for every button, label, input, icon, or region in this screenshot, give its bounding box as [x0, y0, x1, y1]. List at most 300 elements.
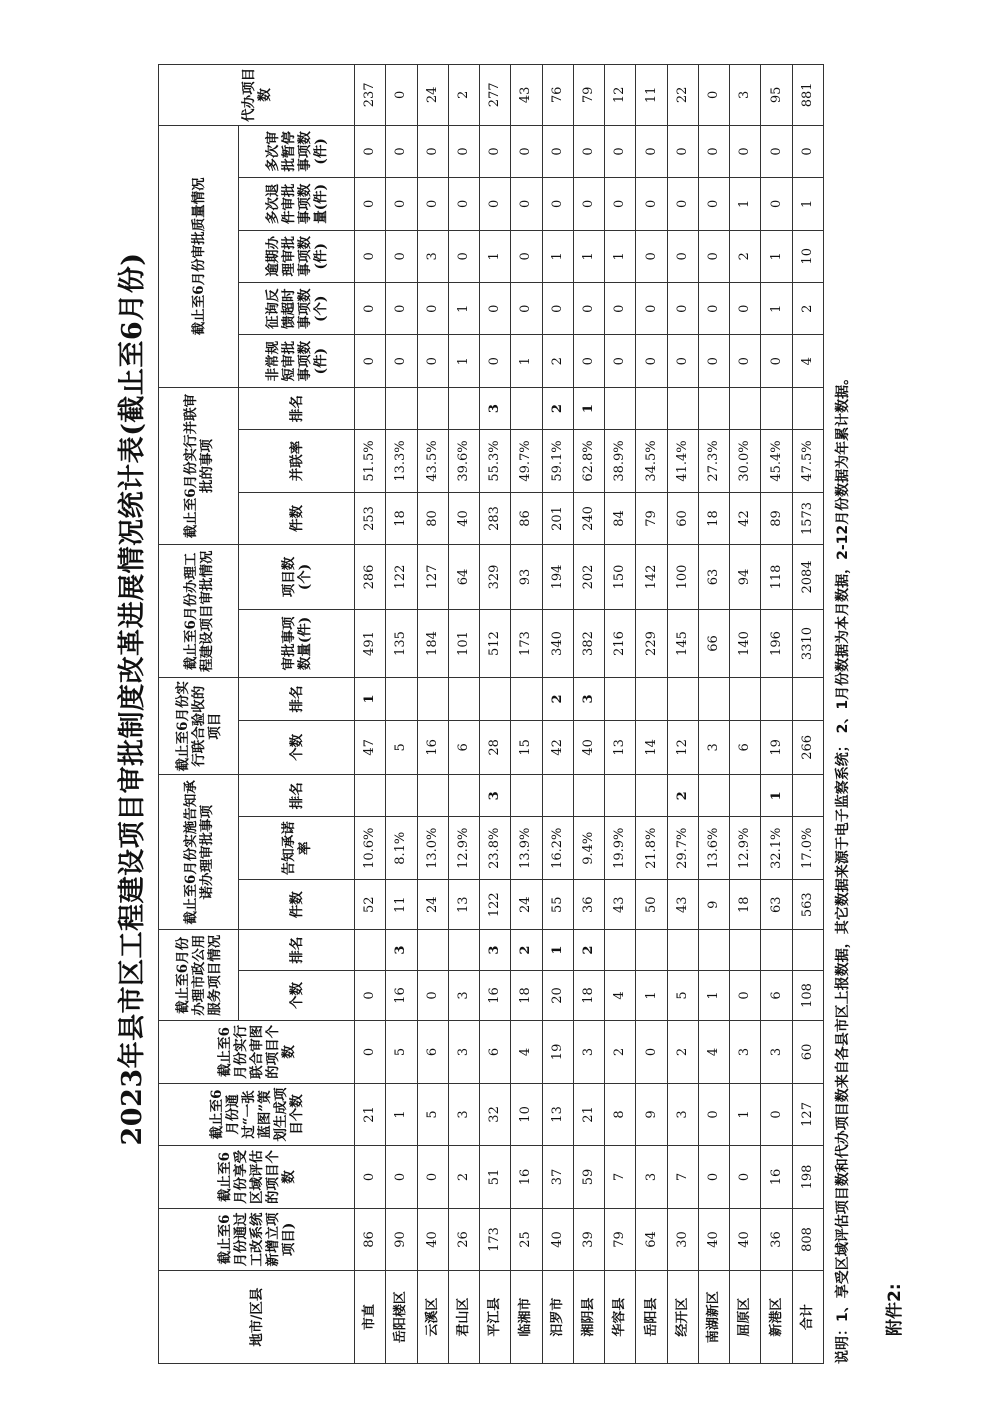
cell-approval-projects: 94 — [730, 545, 761, 610]
cell-promise-rank: 1 — [761, 775, 792, 817]
cell-parallel-rate: 62.8% — [573, 430, 604, 493]
footnote: 说明：1、享受区域评估项目数和代办项目数来自各县市区上报数据，其它数据来源于电子监察系统； 2、1月份数据为本月数据，2-12月份数据为年累计数据。 — [835, 370, 851, 1364]
stats-table-wrapper — [158, 64, 824, 1364]
cell-q3: 1 — [542, 230, 573, 282]
cell-public-count: 16 — [386, 970, 417, 1020]
cell-q3: 1 — [573, 230, 604, 282]
cell-approval-items: 140 — [730, 609, 761, 678]
header-regional-assessment: 截止至6月份享受区域评估的项目个数 — [159, 1146, 355, 1209]
cell-accept-rank — [792, 678, 823, 720]
cell-promise-rank — [417, 775, 448, 817]
cell-c3: 9 — [636, 1083, 667, 1146]
cell-q2: 0 — [386, 283, 417, 335]
cell-public-rank — [698, 930, 729, 970]
cell-q1: 0 — [573, 335, 604, 387]
cell-c4: 6 — [480, 1021, 511, 1084]
cell-promise-rate: 12.9% — [730, 817, 761, 880]
cell-c3: 32 — [480, 1083, 511, 1146]
cell-agent: 2 — [448, 65, 479, 126]
cell-q2: 0 — [667, 283, 698, 335]
cell-agent: 237 — [355, 65, 386, 126]
cell-parallel-count: 283 — [480, 492, 511, 544]
cell-accept-rank — [730, 678, 761, 720]
cell-region: 岳阳县 — [636, 1271, 667, 1364]
cell-c1: 64 — [636, 1208, 667, 1271]
cell-q1: 1 — [511, 335, 542, 387]
cell-c1: 86 — [355, 1208, 386, 1271]
cell-promise-count: 43 — [667, 879, 698, 929]
cell-parallel-rank — [417, 387, 448, 429]
cell-c3: 21 — [355, 1083, 386, 1146]
cell-q5: 0 — [355, 125, 386, 177]
cell-q1: 0 — [698, 335, 729, 387]
cell-approval-projects: 194 — [542, 545, 573, 610]
cell-c2: 0 — [386, 1146, 417, 1209]
cell-q5: 0 — [730, 125, 761, 177]
cell-agent: 95 — [761, 65, 792, 126]
cell-public-rank: 1 — [542, 930, 573, 970]
table-row — [386, 65, 417, 1364]
cell-public-count: 0 — [417, 970, 448, 1020]
cell-c3: 3 — [667, 1083, 698, 1146]
cell-promise-count: 63 — [761, 879, 792, 929]
cell-parallel-rank — [667, 387, 698, 429]
cell-accept-rank: 1 — [355, 678, 386, 720]
cell-agent: 79 — [573, 65, 604, 126]
cell-accept-rank — [417, 678, 448, 720]
cell-promise-rate: 29.7% — [667, 817, 698, 880]
cell-approval-items: 229 — [636, 609, 667, 678]
cell-c4: 19 — [542, 1021, 573, 1084]
cell-c3: 13 — [542, 1083, 573, 1146]
table-row — [448, 65, 479, 1364]
cell-parallel-count: 40 — [448, 492, 479, 544]
cell-q2: 0 — [573, 283, 604, 335]
cell-promise-rate: 32.1% — [761, 817, 792, 880]
header-parallel-count: 件数 — [239, 492, 355, 544]
header-approval-status: 截止至6月份办理工程建设项目审批情况 — [159, 545, 239, 678]
cell-c1: 39 — [573, 1208, 604, 1271]
header-accept-rank: 排名 — [239, 678, 355, 720]
cell-q5: 0 — [386, 125, 417, 177]
stats-table — [158, 64, 824, 1364]
cell-q1: 0 — [480, 335, 511, 387]
cell-q3: 0 — [448, 230, 479, 282]
header-parallel-rank: 排名 — [239, 387, 355, 429]
cell-public-count: 18 — [511, 970, 542, 1020]
cell-c3: 0 — [698, 1083, 729, 1146]
cell-q5: 0 — [542, 125, 573, 177]
cell-parallel-rate: 39.6% — [448, 430, 479, 493]
cell-q2: 0 — [636, 283, 667, 335]
cell-c2: 16 — [511, 1146, 542, 1209]
table-row — [792, 65, 823, 1364]
cell-approval-projects: 63 — [698, 545, 729, 610]
cell-q4: 0 — [448, 178, 479, 230]
cell-q5: 0 — [417, 125, 448, 177]
cell-region: 临湘市 — [511, 1271, 542, 1364]
cell-approval-items: 184 — [417, 609, 448, 678]
cell-promise-rank: 2 — [667, 775, 698, 817]
cell-q5: 0 — [636, 125, 667, 177]
cell-approval-projects: 122 — [386, 545, 417, 610]
cell-q3: 0 — [386, 230, 417, 282]
header-parallel-approval: 截止至6月份实行并联审批的事项 — [159, 387, 239, 544]
cell-approval-projects: 329 — [480, 545, 511, 610]
cell-c4: 2 — [667, 1021, 698, 1084]
cell-accept-rank — [448, 678, 479, 720]
cell-promise-count: 24 — [511, 879, 542, 929]
cell-parallel-rank — [511, 387, 542, 429]
header-agent-projects: 代办项目数 — [159, 65, 355, 126]
cell-c1: 40 — [542, 1208, 573, 1271]
table-row — [698, 65, 729, 1364]
cell-q3: 1 — [480, 230, 511, 282]
cell-c2: 3 — [636, 1146, 667, 1209]
cell-public-rank — [417, 930, 448, 970]
cell-accept-rank — [386, 678, 417, 720]
cell-region: 汨罗市 — [542, 1271, 573, 1364]
cell-promise-rank — [792, 775, 823, 817]
cell-q3: 1 — [605, 230, 636, 282]
cell-c1: 36 — [761, 1208, 792, 1271]
cell-q4: 1 — [730, 178, 761, 230]
table-row — [542, 65, 573, 1364]
cell-promise-rate: 9.4% — [573, 817, 604, 880]
cell-c2: 0 — [730, 1146, 761, 1209]
cell-promise-rank — [573, 775, 604, 817]
table-row — [573, 65, 604, 1364]
cell-promise-rank: 3 — [480, 775, 511, 817]
cell-approval-projects: 64 — [448, 545, 479, 610]
cell-accept-rank: 2 — [542, 678, 573, 720]
cell-parallel-rate: 13.3% — [386, 430, 417, 493]
cell-c4: 3 — [448, 1021, 479, 1084]
cell-q2: 0 — [511, 283, 542, 335]
page-title: 2023年县市区工程建设项目审批制度改革进展情况统计表(截止至6月份) — [117, 252, 148, 1146]
cell-q3: 0 — [698, 230, 729, 282]
cell-c1: 808 — [792, 1208, 823, 1271]
header-quality-multi-return: 多次退件审批事项数量(件) — [239, 178, 355, 230]
cell-accept-rank — [667, 678, 698, 720]
cell-agent: 22 — [667, 65, 698, 126]
header-quality-overdue: 逾期办理审批事项数(件) — [239, 230, 355, 282]
cell-region: 湘阴县 — [573, 1271, 604, 1364]
table-row — [480, 65, 511, 1364]
cell-c1: 30 — [667, 1208, 698, 1271]
cell-c3: 1 — [386, 1083, 417, 1146]
cell-region: 市直 — [355, 1271, 386, 1364]
header-new-projects: 截止至6月份通过工改系统新增立项项目) — [159, 1208, 355, 1271]
cell-q1: 1 — [448, 335, 479, 387]
cell-q4: 0 — [761, 178, 792, 230]
cell-c1: 25 — [511, 1208, 542, 1271]
cell-promise-count: 122 — [480, 879, 511, 929]
header-notification-promise: 截止至6月份实施告知承诺办理审批事项 — [159, 775, 239, 930]
cell-promise-rank — [636, 775, 667, 817]
cell-q2: 1 — [761, 283, 792, 335]
cell-promise-rank — [511, 775, 542, 817]
cell-public-rank — [792, 930, 823, 970]
cell-parallel-count: 84 — [605, 492, 636, 544]
cell-parallel-count: 42 — [730, 492, 761, 544]
cell-parallel-rate: 34.5% — [636, 430, 667, 493]
header-approval-items: 审批事项数量(件) — [239, 609, 355, 678]
cell-q1: 2 — [542, 335, 573, 387]
cell-accept-rank: 3 — [573, 678, 604, 720]
cell-c2: 198 — [792, 1146, 823, 1209]
cell-parallel-count: 1573 — [792, 492, 823, 544]
cell-parallel-rate: 41.4% — [667, 430, 698, 493]
table-row — [636, 65, 667, 1364]
cell-c3: 8 — [605, 1083, 636, 1146]
cell-c1: 40 — [730, 1208, 761, 1271]
cell-approval-projects: 202 — [573, 545, 604, 610]
cell-promise-rank — [386, 775, 417, 817]
cell-region: 君山区 — [448, 1271, 479, 1364]
cell-promise-rank — [355, 775, 386, 817]
cell-q2: 0 — [417, 283, 448, 335]
cell-approval-items: 3310 — [792, 609, 823, 678]
table-row — [355, 65, 386, 1364]
header-approval-quality: 截止至6月份审批质量情况 — [159, 125, 239, 387]
cell-promise-count: 563 — [792, 879, 823, 929]
cell-public-count: 108 — [792, 970, 823, 1020]
cell-parallel-rate: 38.9% — [605, 430, 636, 493]
cell-q1: 0 — [386, 335, 417, 387]
cell-q3: 1 — [761, 230, 792, 282]
cell-accept-count: 16 — [417, 720, 448, 774]
header-approval-projects: 项目数(个) — [239, 545, 355, 610]
cell-c4: 3 — [573, 1021, 604, 1084]
header-quality-multi-pause: 多次审批暂停事项数(件) — [239, 125, 355, 177]
table-row — [667, 65, 698, 1364]
cell-parallel-rank — [448, 387, 479, 429]
cell-q4: 0 — [480, 178, 511, 230]
cell-q4: 0 — [573, 178, 604, 230]
cell-q5: 0 — [698, 125, 729, 177]
cell-c2: 59 — [573, 1146, 604, 1209]
cell-promise-rank — [605, 775, 636, 817]
cell-q2: 1 — [448, 283, 479, 335]
cell-public-count: 5 — [667, 970, 698, 1020]
cell-parallel-rank: 3 — [480, 387, 511, 429]
header-blueprint-projects: 截止至6月份通过“一张蓝图”策划生成项目个数 — [159, 1083, 355, 1146]
cell-parallel-count: 60 — [667, 492, 698, 544]
cell-c3: 10 — [511, 1083, 542, 1146]
cell-agent: 12 — [605, 65, 636, 126]
cell-c1: 79 — [605, 1208, 636, 1271]
cell-approval-items: 135 — [386, 609, 417, 678]
table-row — [417, 65, 448, 1364]
cell-agent: 881 — [792, 65, 823, 126]
cell-promise-count: 50 — [636, 879, 667, 929]
cell-accept-rank — [636, 678, 667, 720]
cell-q2: 0 — [355, 283, 386, 335]
cell-q4: 0 — [417, 178, 448, 230]
cell-approval-projects: 93 — [511, 545, 542, 610]
cell-approval-items: 145 — [667, 609, 698, 678]
cell-promise-rank — [730, 775, 761, 817]
cell-public-count: 16 — [480, 970, 511, 1020]
cell-public-count: 1 — [636, 970, 667, 1020]
cell-parallel-rank — [605, 387, 636, 429]
cell-q5: 0 — [667, 125, 698, 177]
cell-accept-rank — [761, 678, 792, 720]
header-joint-acceptance: 截止至6月份实行联合验收的项目 — [159, 678, 239, 775]
cell-c1: 173 — [480, 1208, 511, 1271]
cell-parallel-count: 253 — [355, 492, 386, 544]
table-row — [730, 65, 761, 1364]
cell-agent: 24 — [417, 65, 448, 126]
cell-q1: 0 — [667, 335, 698, 387]
cell-q2: 0 — [542, 283, 573, 335]
cell-agent: 76 — [542, 65, 573, 126]
cell-public-rank: 2 — [573, 930, 604, 970]
cell-region: 合计 — [792, 1271, 823, 1364]
cell-promise-count: 18 — [730, 879, 761, 929]
cell-c2: 7 — [605, 1146, 636, 1209]
cell-q1: 0 — [355, 335, 386, 387]
cell-promise-rate: 21.8% — [636, 817, 667, 880]
cell-c2: 2 — [448, 1146, 479, 1209]
cell-accept-count: 47 — [355, 720, 386, 774]
cell-parallel-rank: 2 — [542, 387, 573, 429]
cell-accept-count: 266 — [792, 720, 823, 774]
cell-public-count: 0 — [730, 970, 761, 1020]
cell-c2: 16 — [761, 1146, 792, 1209]
cell-approval-items: 101 — [448, 609, 479, 678]
cell-c3: 1 — [730, 1083, 761, 1146]
cell-parallel-rank — [698, 387, 729, 429]
cell-c2: 51 — [480, 1146, 511, 1209]
cell-approval-projects: 150 — [605, 545, 636, 610]
cell-public-rank — [730, 930, 761, 970]
cell-parallel-rank — [636, 387, 667, 429]
cell-c3: 21 — [573, 1083, 604, 1146]
cell-accept-rank — [605, 678, 636, 720]
table-row — [605, 65, 636, 1364]
cell-parallel-rank: 1 — [573, 387, 604, 429]
cell-q3: 0 — [511, 230, 542, 282]
cell-c2: 0 — [698, 1146, 729, 1209]
cell-promise-rank — [542, 775, 573, 817]
cell-region: 云溪区 — [417, 1271, 448, 1364]
header-quality-unconventional: 非常规短审批事项数(件) — [239, 335, 355, 387]
cell-q5: 0 — [448, 125, 479, 177]
cell-agent: 0 — [698, 65, 729, 126]
cell-approval-items: 216 — [605, 609, 636, 678]
cell-public-rank — [761, 930, 792, 970]
cell-approval-projects: 142 — [636, 545, 667, 610]
cell-public-rank: 2 — [511, 930, 542, 970]
cell-c3: 5 — [417, 1083, 448, 1146]
cell-c3: 127 — [792, 1083, 823, 1146]
table-row — [511, 65, 542, 1364]
cell-c3: 0 — [761, 1083, 792, 1146]
cell-c4: 0 — [636, 1021, 667, 1084]
header-promise-rank: 排名 — [239, 775, 355, 817]
cell-parallel-rate: 45.4% — [761, 430, 792, 493]
cell-parallel-rate: 30.0% — [730, 430, 761, 493]
cell-accept-count: 40 — [573, 720, 604, 774]
cell-approval-projects: 118 — [761, 545, 792, 610]
cell-parallel-rank — [386, 387, 417, 429]
cell-accept-rank — [698, 678, 729, 720]
cell-parallel-rate: 47.5% — [792, 430, 823, 493]
cell-parallel-count: 86 — [511, 492, 542, 544]
cell-public-rank — [605, 930, 636, 970]
cell-promise-count: 24 — [417, 879, 448, 929]
cell-accept-count: 19 — [761, 720, 792, 774]
cell-region: 新港区 — [761, 1271, 792, 1364]
cell-q4: 0 — [605, 178, 636, 230]
cell-q5: 0 — [792, 125, 823, 177]
cell-promise-count: 43 — [605, 879, 636, 929]
cell-agent: 0 — [386, 65, 417, 126]
stats-table-body — [355, 65, 824, 1364]
cell-approval-items: 340 — [542, 609, 573, 678]
cell-q3: 0 — [667, 230, 698, 282]
cell-q3: 3 — [417, 230, 448, 282]
cell-public-count: 20 — [542, 970, 573, 1020]
cell-accept-count: 28 — [480, 720, 511, 774]
cell-agent: 43 — [511, 65, 542, 126]
cell-region: 南湖新区 — [698, 1271, 729, 1364]
cell-c4: 5 — [386, 1021, 417, 1084]
cell-promise-rate: 13.6% — [698, 817, 729, 880]
cell-public-count: 18 — [573, 970, 604, 1020]
header-promise-rate: 告知承诺率 — [239, 817, 355, 880]
cell-q4: 0 — [511, 178, 542, 230]
cell-parallel-rate: 43.5% — [417, 430, 448, 493]
cell-parallel-count: 79 — [636, 492, 667, 544]
cell-c4: 6 — [417, 1021, 448, 1084]
cell-q3: 0 — [636, 230, 667, 282]
cell-q2: 2 — [792, 283, 823, 335]
cell-region: 经开区 — [667, 1271, 698, 1364]
cell-public-count: 0 — [355, 970, 386, 1020]
cell-c4: 3 — [761, 1021, 792, 1084]
cell-accept-count: 42 — [542, 720, 573, 774]
cell-q5: 0 — [605, 125, 636, 177]
cell-public-count: 6 — [761, 970, 792, 1020]
annex-label: 附件2: — [885, 1283, 905, 1336]
cell-approval-items: 173 — [511, 609, 542, 678]
cell-accept-count: 6 — [448, 720, 479, 774]
cell-promise-count: 36 — [573, 879, 604, 929]
cell-approval-projects: 2084 — [792, 545, 823, 610]
cell-public-rank: 3 — [480, 930, 511, 970]
cell-agent: 11 — [636, 65, 667, 126]
cell-q4: 0 — [386, 178, 417, 230]
cell-parallel-count: 18 — [386, 492, 417, 544]
cell-promise-rate: 17.0% — [792, 817, 823, 880]
cell-accept-count: 5 — [386, 720, 417, 774]
cell-q4: 1 — [792, 178, 823, 230]
cell-parallel-count: 80 — [417, 492, 448, 544]
cell-c1: 26 — [448, 1208, 479, 1271]
cell-parallel-rate: 51.5% — [355, 430, 386, 493]
cell-c3: 3 — [448, 1083, 479, 1146]
cell-promise-count: 55 — [542, 879, 573, 929]
header-public-service: 截止至6月份办理市政公用服务项目情况 — [159, 930, 239, 1021]
cell-parallel-count: 89 — [761, 492, 792, 544]
cell-agent: 3 — [730, 65, 761, 126]
cell-c2: 0 — [355, 1146, 386, 1209]
cell-q2: 0 — [730, 283, 761, 335]
cell-parallel-count: 18 — [698, 492, 729, 544]
